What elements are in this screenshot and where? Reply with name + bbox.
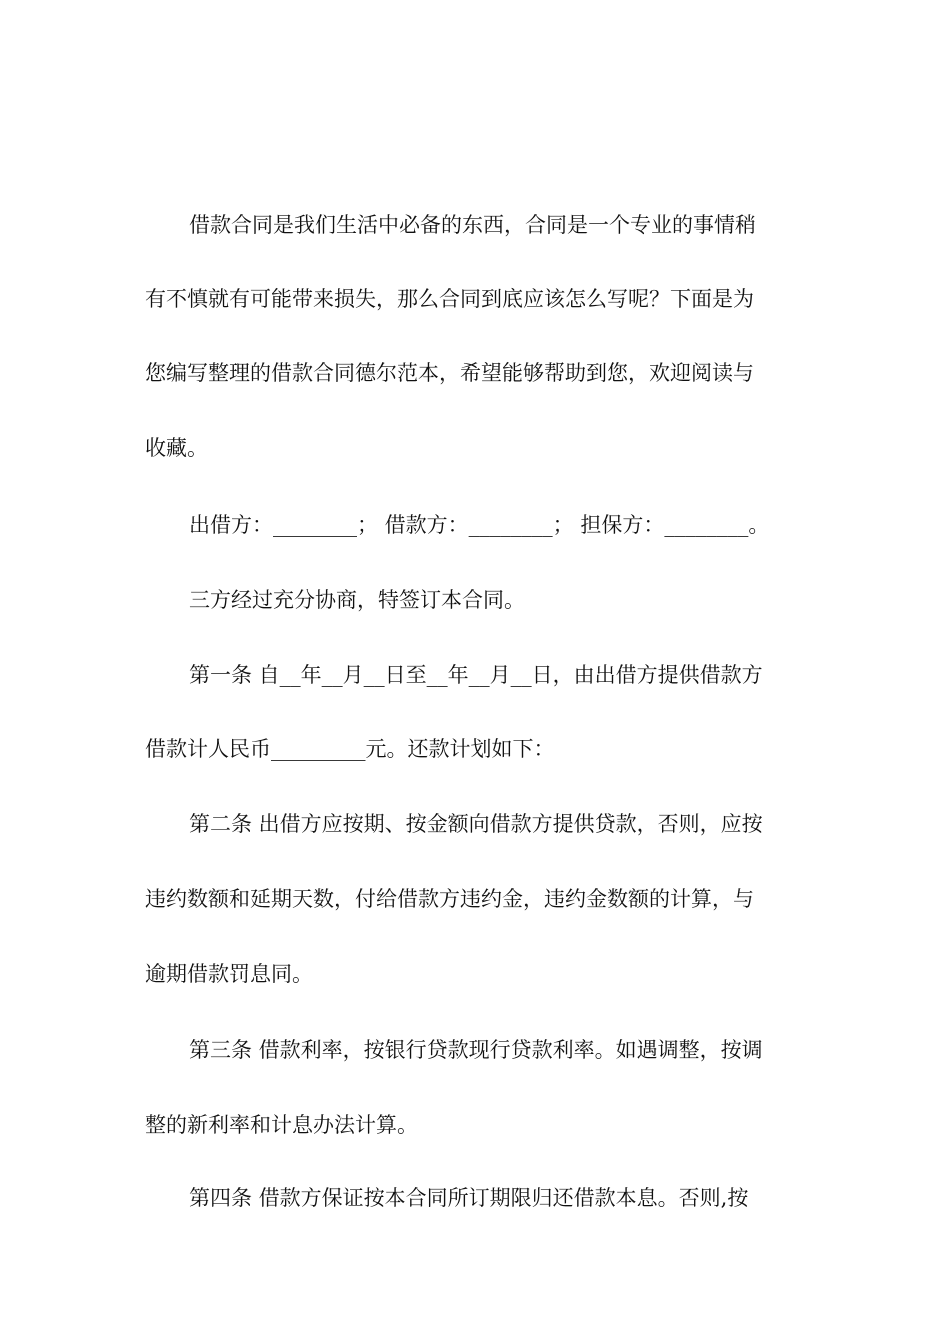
article-3-line-1: 第三条 借款利率，按银行贷款现行贷款利率。如遇调整，按调 [189,1038,763,1062]
article-2-line-1: 第二条 出借方应按期、按金额向借款方提供贷款，否则，应按 [189,812,763,836]
article-1-line-1: 第一条 自__年__月__日至__年__月__日，由出借方提供借款方 [189,663,763,687]
article-1-line-2: 借款计人民币_________元。还款计划如下： [145,737,555,761]
intro-line-4: 收藏。 [145,436,208,460]
intro-line-2: 有不慎就有可能带来损失，那么合同到底应该怎么写呢？下面是为 [145,287,754,311]
article-3-line-2: 整的新利率和计息办法计算。 [145,1113,418,1137]
intro-line-3: 您编写整理的借款合同德尔范本，希望能够帮助到您，欢迎阅读与 [145,361,754,385]
article-2-line-2: 违约数额和延期天数，付给借款方违约金，违约金数额的计算，与 [145,887,754,911]
intro-line-1: 借款合同是我们生活中必备的东西，合同是一个专业的事情稍 [189,213,756,237]
agreement-line: 三方经过充分协商，特签订本合同。 [189,588,525,612]
parties-line: 出借方：________； 借款方：________； 担保方：________。 [189,513,770,537]
article-4-line-1: 第四条 借款方保证按本合同所订期限归还借款本息。否则,按 [189,1186,749,1210]
article-2-line-3: 逾期借款罚息同。 [145,962,313,986]
